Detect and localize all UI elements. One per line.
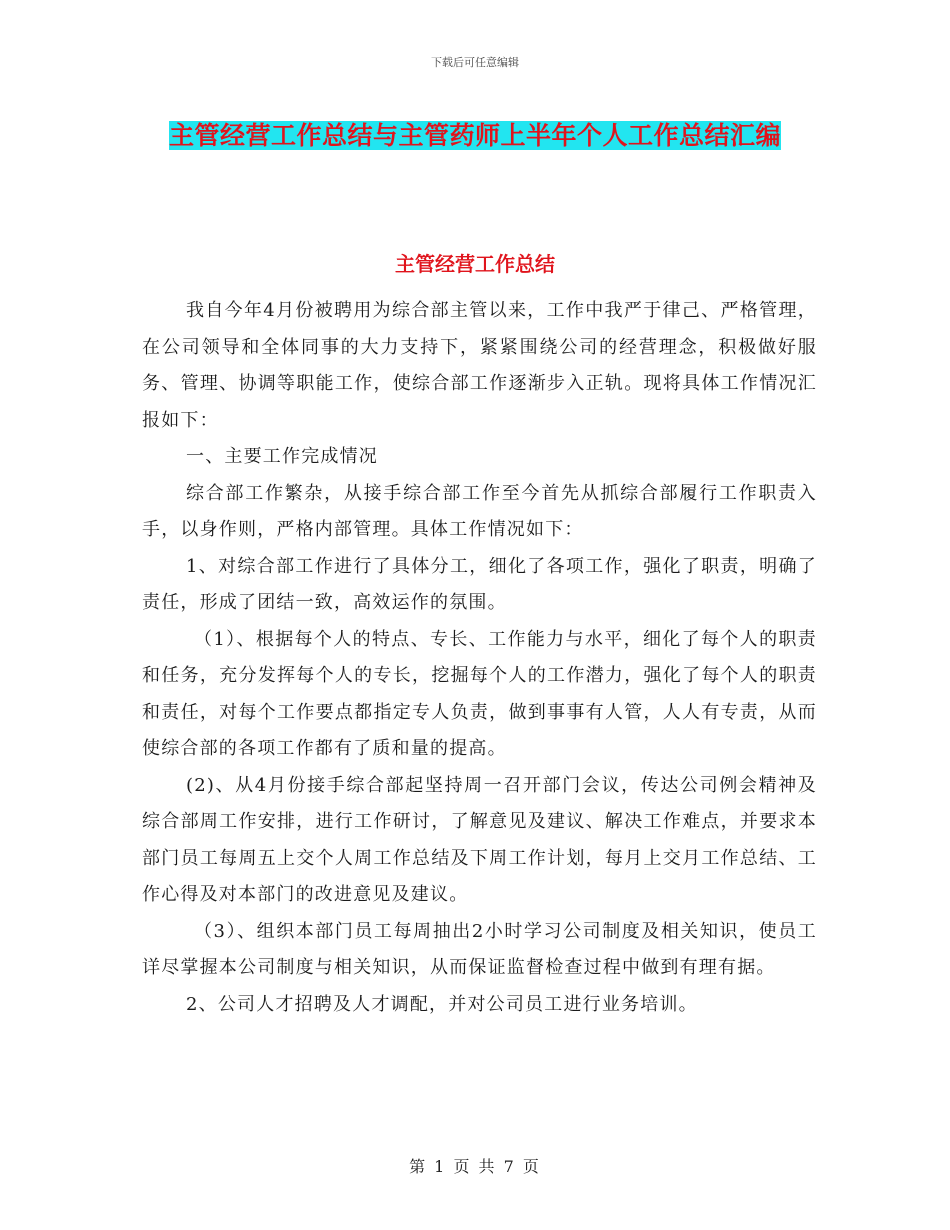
paragraph-sub-item-3: （3）、组织本部门员工每周抽出2小时学习公司制度及相关知识，使员工详尽掌握本公司制度与相关知识，从而保证监督检查过程中做到有理有据。 bbox=[142, 920, 817, 978]
paragraph-overview: 综合部工作繁杂，从接手综合部工作至今首先从抓综合部履行工作职责入手，以身作则，严格内部管理。具体工作情况如下： bbox=[142, 482, 817, 540]
document-body bbox=[142, 293, 817, 1023]
document-title-block bbox=[140, 112, 810, 159]
document-title: 主管经营工作总结与主管药师上半年个人工作总结汇编 bbox=[168, 121, 781, 150]
paragraph-sub-item-2: (2)、从4月份接手综合部起坚持周一召开部门会议，传达公司例会精神及综合部周工作安排，进行工作研讨，了解意见及建议、解决工作难点，并要求本部门员工每周五上交个人周工作总结及下周工作计划，每月上交月工作总结、工作心得及对本部门的改进意见及建议。 bbox=[142, 774, 817, 905]
paragraph-sub-item-1: （1）、根据每个人的特点、专长、工作能力与水平，细化了每个人的职责和任务，充分发挥每个人的专长，挖掘每个人的工作潜力，强化了每个人的职责和责任，对每个工作要点都指定专人负责，做到事事有人管，人人有专责，从而使综合部的各项工作都有了质和量的提高。 bbox=[142, 628, 817, 759]
page-header-note: 下载后可任意编辑 bbox=[431, 56, 519, 69]
paragraph-intro: 我自今年4月份被聘用为综合部主管以来，工作中我严于律己、严格管理，在公司领导和全体同事的大力支持下，紧紧围绕公司的经营理念，积极做好服务、管理、协调等职能工作，使综合部工作逐渐步入正轨。现将具体工作情况汇报如下： bbox=[142, 300, 817, 431]
page-number: 第 1 页 共 7 页 bbox=[409, 1157, 541, 1176]
paragraph-item-1: 1、对综合部工作进行了具体分工，细化了各项工作，强化了职责，明确了责任，形成了团结一致，高效运作的氛围。 bbox=[142, 555, 817, 613]
section-title: 主管经营工作总结 bbox=[395, 252, 555, 276]
paragraph-heading-main-work: 一、主要工作完成情况 bbox=[186, 446, 378, 467]
paragraph-item-2: 2、公司人才招聘及人才调配，并对公司员工进行业务培训。 bbox=[186, 993, 698, 1015]
